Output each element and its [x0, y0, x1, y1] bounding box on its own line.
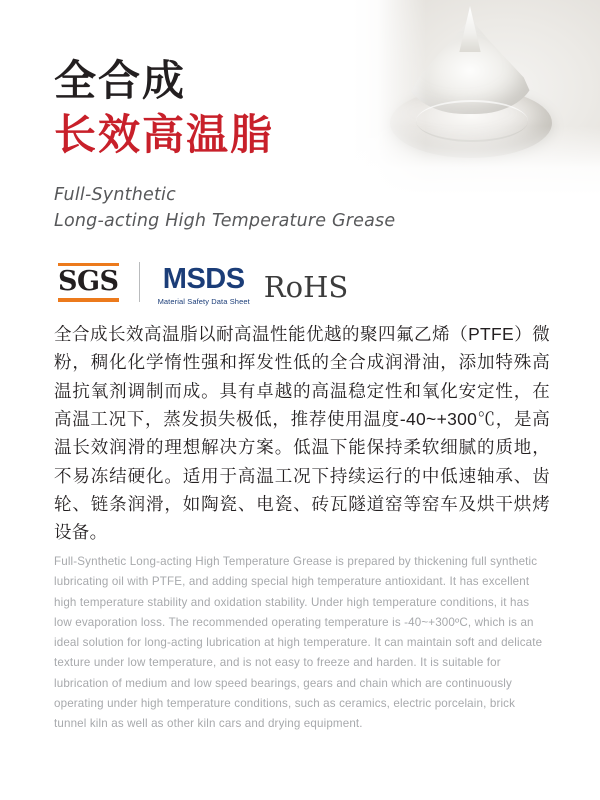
msds-logo-text: MSDS: [162, 263, 245, 295]
description-english: Full-Synthetic Long-acting High Temperature Grease is prepared by thickening full synthetic lubricating oil with PTFE, and adding special high temperature antioxidant. It has excellent high temperature stability and oxidation stability. Under high temperature conditions, it has low evaporation loss. The recommended operating temperature is -40~+300ºC, which is an ideal solution for long-acting lubrication at high temperature. It can maintain soft and delicate texture under low temperature, and is not easy to freeze and harden. It is suitable for lubrication of medium and low speed bearings, gears and chain which are continuously operating under high temperature conditions, such as ceramics, electric porcelain, brick tunnel kiln as well as other kiln cars and drying equipment.: [54, 555, 543, 731]
title-english: [54, 182, 514, 235]
certification-logos: [56, 262, 348, 306]
rohs-logo: RoHS: [263, 270, 349, 304]
msds-logo-subtitle: Material Safety Data Sheet: [157, 297, 250, 306]
page-title: [54, 56, 474, 159]
logo-divider: [139, 262, 140, 302]
title-english-line1: Full-Synthetic: [54, 185, 176, 205]
msds-logo: [158, 265, 250, 306]
description-chinese: 全合成长效高温脂以耐高温性能优越的聚四氟乙烯（PTFE）微粉，稠化化学惰性强和挥发性低的全合成润滑油，添加特殊高温抗氧剂调制而成。具有卓越的高温稳定性和氧化安定性，在高温工况下，蒸发损失极低，推荐使用温度-40~+300℃，是高温长效润滑的理想解决方案。低温下能保持柔软细腻的质地，不易冻结硬化。适用于高温工况下持续运行的中低速轴承、齿轮、链条润滑，如陶瓷、电瓷、砖瓦隧道窑等窑车及烘干烘烤设备。: [54, 324, 550, 543]
title-chinese-line2: 长效高温脂: [54, 110, 275, 158]
sgs-logo: [56, 263, 121, 306]
sgs-logo-text: SGS: [58, 266, 119, 297]
title-english-line2: Long-acting High Temperature Grease: [54, 211, 396, 232]
sgs-bottom-bar: [58, 298, 119, 302]
title-chinese-line1: 全合成: [54, 57, 187, 104]
